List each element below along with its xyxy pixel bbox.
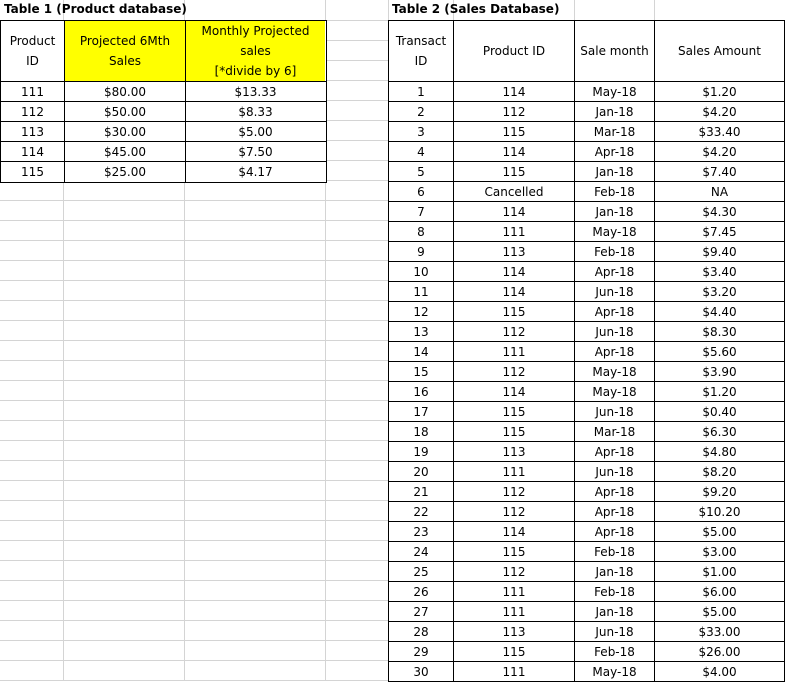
cell-sales-amount[interactable]: $4.30	[702, 205, 737, 219]
cell-product-id[interactable]: 111	[502, 345, 526, 359]
header-monthly-line1: Monthly Projected	[201, 24, 310, 38]
header-product-id-line1: Product	[9, 34, 56, 48]
header-monthly-projected-sales[interactable]	[186, 21, 325, 81]
table-row	[389, 481, 784, 502]
grid-line	[325, 100, 388, 101]
header-projected-6mth-sales[interactable]	[65, 21, 185, 81]
cell-sale-month[interactable]: Apr-18	[594, 445, 635, 459]
cell-product-id[interactable]: Cancelled	[484, 185, 544, 199]
cell-transact-id[interactable]: 12	[413, 305, 429, 319]
cell-sales-amount[interactable]: $0.40	[702, 405, 737, 419]
cell-product-id[interactable]: 112	[502, 105, 526, 119]
cell-sale-month[interactable]: Feb-18	[594, 585, 635, 599]
cell-product-id[interactable]: 111	[502, 585, 526, 599]
table-row	[389, 201, 784, 222]
cell-transact-id[interactable]: 4	[417, 145, 425, 159]
table-row	[389, 141, 784, 162]
cell-transact-id[interactable]: 29	[413, 645, 429, 659]
cell-product-id[interactable]: 114	[502, 285, 526, 299]
header-product-id-line2: ID	[26, 54, 39, 68]
cell-product-id[interactable]: 112	[502, 365, 526, 379]
table-row	[389, 301, 784, 322]
cell-sales-amount[interactable]: $3.00	[702, 545, 737, 559]
cell-sales-amount[interactable]: NA	[710, 185, 729, 199]
cell-sale-month[interactable]: Jun-18	[595, 325, 634, 339]
cell-sales-amount[interactable]: $33.00	[698, 625, 741, 639]
cell-product-id[interactable]: 112	[502, 565, 526, 579]
cell-sale-month[interactable]: Jan-18	[595, 105, 634, 119]
header-monthly-line2: sales	[240, 44, 271, 58]
cell-monthly-sales[interactable]: $7.50	[238, 145, 273, 159]
cell-product-id[interactable]: 114	[502, 385, 526, 399]
cell-transact-id[interactable]: 11	[413, 285, 429, 299]
product-database-table	[0, 20, 327, 183]
table-row	[389, 161, 784, 182]
cell-sales-amount[interactable]: $5.00	[702, 525, 737, 539]
cell-transact-id[interactable]: 16	[413, 385, 429, 399]
cell-sales-amount[interactable]: $10.20	[698, 505, 741, 519]
table-row	[389, 461, 784, 482]
cell-transact-id[interactable]: 1	[417, 85, 425, 99]
cell-sales-amount[interactable]: $3.90	[702, 365, 737, 379]
cell-product-id[interactable]: 114	[502, 205, 526, 219]
header-transact-line1: Transact	[395, 34, 447, 48]
cell-product-id[interactable]: 115	[502, 125, 526, 139]
table-row	[389, 541, 784, 562]
cell-sale-month[interactable]: Apr-18	[594, 345, 635, 359]
header-product-id-2[interactable]	[454, 21, 574, 81]
cell-transact-id[interactable]: 15	[413, 365, 429, 379]
cell-product-id[interactable]: 111	[502, 665, 526, 679]
cell-sale-month[interactable]: Feb-18	[594, 185, 635, 199]
cell-sale-month[interactable]: Jun-18	[595, 405, 634, 419]
grid-line	[325, 60, 388, 61]
cell-projected-sales[interactable]: $45.00	[104, 145, 146, 159]
cell-sale-month[interactable]: Apr-18	[594, 505, 635, 519]
cell-sales-amount[interactable]: $7.40	[702, 165, 737, 179]
grid-line	[325, 120, 388, 121]
table-row	[389, 361, 784, 382]
cell-sale-month[interactable]: Mar-18	[593, 425, 636, 439]
cell-transact-id[interactable]: 27	[413, 605, 429, 619]
cell-sale-month[interactable]: May-18	[592, 85, 637, 99]
header-product-id[interactable]	[1, 21, 64, 81]
cell-transact-id[interactable]: 24	[413, 545, 429, 559]
header-product-id-2-label: Product ID	[482, 44, 546, 58]
cell-sales-amount[interactable]: $8.20	[702, 465, 737, 479]
table-row	[389, 121, 784, 142]
cell-transact-id[interactable]: 18	[413, 425, 429, 439]
cell-product-id[interactable]: 114	[502, 85, 526, 99]
table-row	[389, 601, 784, 622]
table-row	[389, 581, 784, 602]
cell-sales-amount[interactable]: $8.30	[702, 325, 737, 339]
cell-sales-amount[interactable]: $3.40	[702, 265, 737, 279]
table-row	[389, 181, 784, 202]
cell-sales-amount[interactable]: $1.20	[702, 85, 737, 99]
cell-sale-month[interactable]: Feb-18	[594, 245, 635, 259]
table-row	[389, 281, 784, 302]
cell-transact-id[interactable]: 21	[413, 485, 429, 499]
cell-sale-month[interactable]: Feb-18	[594, 645, 635, 659]
cell-transact-id[interactable]: 13	[413, 325, 429, 339]
cell-sales-amount[interactable]: $4.40	[702, 305, 737, 319]
header-transact-line2: ID	[414, 54, 428, 68]
cell-product-id[interactable]: 112	[21, 105, 44, 119]
cell-monthly-sales[interactable]: $4.17	[238, 165, 273, 179]
cell-transact-id[interactable]: 14	[413, 345, 429, 359]
cell-sale-month[interactable]: May-18	[592, 225, 637, 239]
table-row	[389, 621, 784, 642]
cell-transact-id[interactable]: 8	[417, 225, 425, 239]
cell-sales-amount[interactable]: $5.60	[702, 345, 737, 359]
table-row	[389, 221, 784, 242]
cell-transact-id[interactable]: 26	[413, 585, 429, 599]
cell-product-id[interactable]: 114	[502, 525, 526, 539]
cell-projected-sales[interactable]: $50.00	[104, 105, 146, 119]
cell-product-id[interactable]: 111	[502, 225, 526, 239]
header-sales-amount-label: Sales Amount	[678, 44, 761, 58]
cell-product-id[interactable]: 113	[502, 445, 526, 459]
cell-sales-amount[interactable]: $9.20	[702, 485, 737, 499]
table-row	[389, 381, 784, 402]
table-row	[389, 241, 784, 262]
cell-sale-month[interactable]: Jan-18	[595, 165, 634, 179]
cell-sales-amount[interactable]: $6.30	[702, 425, 737, 439]
cell-transact-id[interactable]: 10	[413, 265, 429, 279]
grid-line	[325, 20, 388, 21]
header-sales-amount[interactable]	[655, 21, 784, 81]
cell-sale-month[interactable]: Apr-18	[594, 525, 635, 539]
cell-sales-amount[interactable]: $6.00	[702, 585, 737, 599]
cell-sale-month[interactable]: Apr-18	[594, 485, 635, 499]
table2-title: Table 2 (Sales Database)	[392, 2, 560, 16]
cell-product-id[interactable]: 115	[502, 405, 526, 419]
cell-monthly-sales[interactable]: $13.33	[234, 85, 277, 99]
cell-sales-amount[interactable]: $7.45	[702, 225, 737, 239]
table-row	[389, 661, 784, 682]
cell-product-id[interactable]: 111	[502, 465, 526, 479]
table-row	[389, 561, 784, 582]
cell-sale-month[interactable]: Jan-18	[595, 205, 634, 219]
table-row	[1, 161, 326, 182]
cell-transact-id[interactable]: 2	[417, 105, 425, 119]
cell-projected-sales[interactable]: $30.00	[104, 125, 146, 139]
cell-sale-month[interactable]: Jan-18	[595, 565, 634, 579]
sales-database-table	[388, 20, 785, 682]
cell-transact-id[interactable]: 23	[413, 525, 429, 539]
table-row	[389, 421, 784, 442]
cell-sale-month[interactable]: Apr-18	[594, 305, 635, 319]
cell-product-id[interactable]: 113	[502, 625, 526, 639]
cell-transact-id[interactable]: 17	[413, 405, 429, 419]
cell-product-id[interactable]: 114	[21, 145, 44, 159]
cell-product-id[interactable]: 114	[502, 145, 526, 159]
grid-line	[325, 160, 388, 161]
cell-product-id[interactable]: 111	[21, 85, 44, 99]
cell-product-id[interactable]: 115	[502, 165, 526, 179]
cell-product-id[interactable]: 112	[502, 505, 526, 519]
cell-sale-month[interactable]: Jun-18	[595, 465, 634, 479]
cell-monthly-sales[interactable]: $5.00	[238, 125, 273, 139]
cell-sale-month[interactable]: Jan-18	[595, 605, 634, 619]
cell-sales-amount[interactable]: $4.20	[702, 105, 737, 119]
cell-sales-amount[interactable]: $9.40	[702, 245, 737, 259]
table-row	[389, 261, 784, 282]
cell-transact-id[interactable]: 28	[413, 625, 429, 639]
header-projected-line1: Projected 6Mth	[79, 34, 171, 48]
table-row	[389, 501, 784, 522]
grid-line	[325, 40, 388, 41]
cell-sales-amount[interactable]: $4.20	[702, 145, 737, 159]
cell-transact-id[interactable]: 20	[413, 465, 429, 479]
grid-line	[325, 80, 388, 81]
cell-sales-amount[interactable]: $33.40	[698, 125, 741, 139]
table-row	[389, 521, 784, 542]
cell-sales-amount[interactable]: $1.00	[702, 565, 737, 579]
cell-transact-id[interactable]: 9	[417, 245, 425, 259]
header-transact-id[interactable]	[389, 21, 453, 81]
cell-product-id[interactable]: 115	[502, 545, 526, 559]
cell-product-id[interactable]: 115	[502, 305, 526, 319]
table-row	[389, 401, 784, 422]
cell-sales-amount[interactable]: $1.20	[702, 385, 737, 399]
cell-product-id[interactable]: 111	[502, 605, 526, 619]
table-row	[389, 321, 784, 342]
table-row	[389, 341, 784, 362]
header-projected-line2: Sales	[109, 54, 141, 68]
table-row	[389, 101, 784, 122]
cell-product-id[interactable]: 115	[502, 645, 526, 659]
cell-transact-id[interactable]: 6	[417, 185, 425, 199]
table-row	[1, 81, 326, 102]
cell-transact-id[interactable]: 30	[413, 665, 429, 679]
cell-sale-month[interactable]: Mar-18	[593, 125, 636, 139]
cell-product-id[interactable]: 115	[502, 425, 526, 439]
cell-projected-sales[interactable]: $25.00	[104, 165, 146, 179]
cell-sale-month[interactable]: Apr-18	[594, 145, 635, 159]
cell-transact-id[interactable]: 3	[417, 125, 425, 139]
header-sale-month-label: Sale month	[580, 44, 649, 58]
cell-monthly-sales[interactable]: $8.33	[238, 105, 273, 119]
grid-line	[325, 140, 388, 141]
cell-transact-id[interactable]: 19	[413, 445, 429, 459]
cell-product-id[interactable]: 112	[502, 485, 526, 499]
cell-transact-id[interactable]: 5	[417, 165, 425, 179]
header-sale-month[interactable]	[575, 21, 654, 81]
cell-product-id[interactable]: 113	[21, 125, 44, 139]
table-row	[389, 441, 784, 462]
cell-sales-amount[interactable]: $26.00	[698, 645, 741, 659]
cell-sale-month[interactable]: Feb-18	[594, 545, 635, 559]
table-row	[1, 141, 326, 162]
cell-sale-month[interactable]: Apr-18	[594, 265, 635, 279]
cell-product-id[interactable]: 112	[502, 325, 526, 339]
cell-sale-month[interactable]: Jun-18	[595, 625, 634, 639]
cell-transact-id[interactable]: 22	[413, 505, 429, 519]
table-row	[389, 81, 784, 102]
cell-sales-amount[interactable]: $4.80	[702, 445, 737, 459]
cell-sales-amount[interactable]: $5.00	[702, 605, 737, 619]
cell-product-id[interactable]: 115	[21, 165, 44, 179]
header-monthly-line3: [*divide by 6]	[214, 64, 297, 78]
cell-projected-sales[interactable]: $80.00	[104, 85, 146, 99]
table1-title: Table 1 (Product database)	[4, 2, 187, 16]
cell-sale-month[interactable]: May-18	[592, 365, 637, 379]
table-row	[1, 121, 326, 142]
cell-sale-month[interactable]: May-18	[592, 665, 637, 679]
table-row	[1, 101, 326, 122]
cell-sales-amount[interactable]: $3.20	[702, 285, 737, 299]
cell-product-id[interactable]: 113	[502, 245, 526, 259]
cell-sale-month[interactable]: Jun-18	[595, 285, 634, 299]
cell-sales-amount[interactable]: $4.00	[702, 665, 737, 679]
table-row	[389, 641, 784, 662]
cell-transact-id[interactable]: 7	[417, 205, 425, 219]
cell-sale-month[interactable]: May-18	[592, 385, 637, 399]
cell-product-id[interactable]: 114	[502, 265, 526, 279]
cell-transact-id[interactable]: 25	[413, 565, 429, 579]
